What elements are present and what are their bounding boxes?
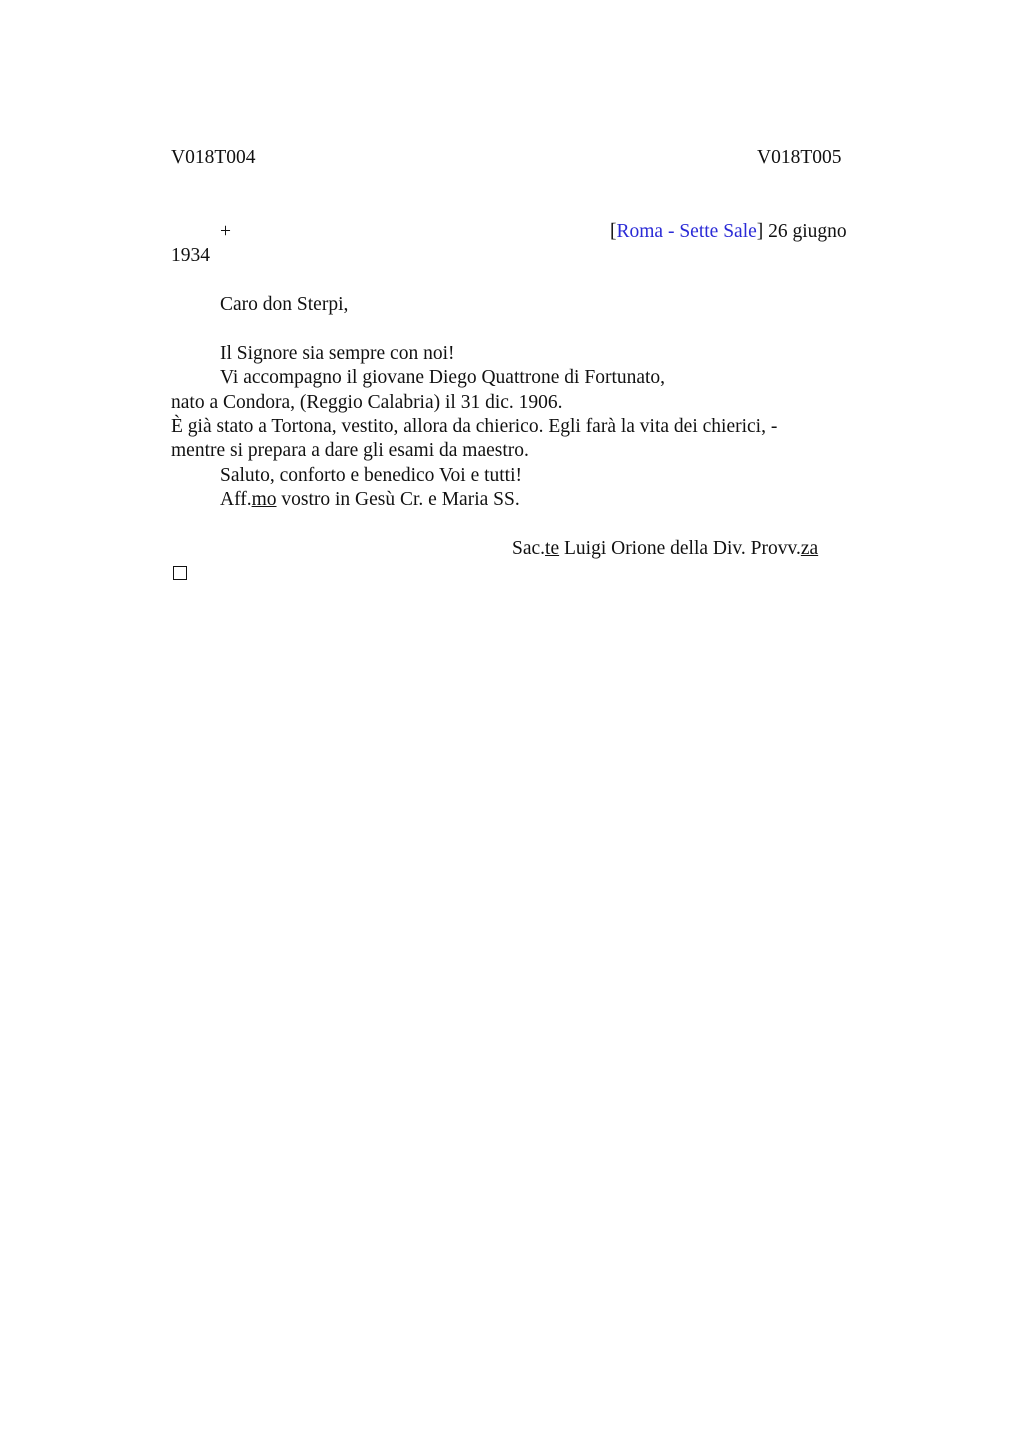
place-link[interactable]: Roma - Sette Sale xyxy=(616,221,757,242)
date-text: 26 giugno xyxy=(763,221,847,242)
closing-part-a: Aff. xyxy=(220,489,252,510)
body-line-5: mentre si prepara a dare gli esami da maestro. xyxy=(171,440,529,461)
checkbox-icon xyxy=(173,566,187,580)
body-line-3: nato a Condora, (Reggio Calabria) il 31 dic. 1906. xyxy=(171,392,563,413)
body-line-1: Il Signore sia sempre con noi! xyxy=(220,343,455,364)
document-code-right: V018T005 xyxy=(757,147,842,168)
date-year: 1934 xyxy=(171,245,210,266)
signature-part-4: za xyxy=(800,538,819,559)
signature-part-3: Luigi Orione della Div. Provv. xyxy=(559,538,801,559)
closing-part-b: mo xyxy=(251,489,277,510)
signature xyxy=(512,537,818,561)
closing-line xyxy=(220,488,520,512)
bracket-close: ] xyxy=(756,221,764,242)
document-code-left: V018T004 xyxy=(171,147,256,168)
body-line-4: È già stato a Tortona, vestito, allora da chierico. Egli farà la vita dei chierici, - xyxy=(171,416,778,437)
salutation: Caro don Sterpi, xyxy=(220,294,349,315)
cross-mark: + xyxy=(220,221,231,242)
place-date-line xyxy=(610,220,847,244)
bracket-open: [ xyxy=(610,221,617,242)
closing-part-c: vostro in Gesù Cr. e Maria SS. xyxy=(276,489,520,510)
body-line-6: Saluto, conforto e benedico Voi e tutti! xyxy=(220,465,523,486)
signature-part-2: te xyxy=(545,538,560,559)
signature-part-1: Sac. xyxy=(512,538,546,559)
body-line-2: Vi accompagno il giovane Diego Quattrone di Fortunato, xyxy=(220,367,666,388)
